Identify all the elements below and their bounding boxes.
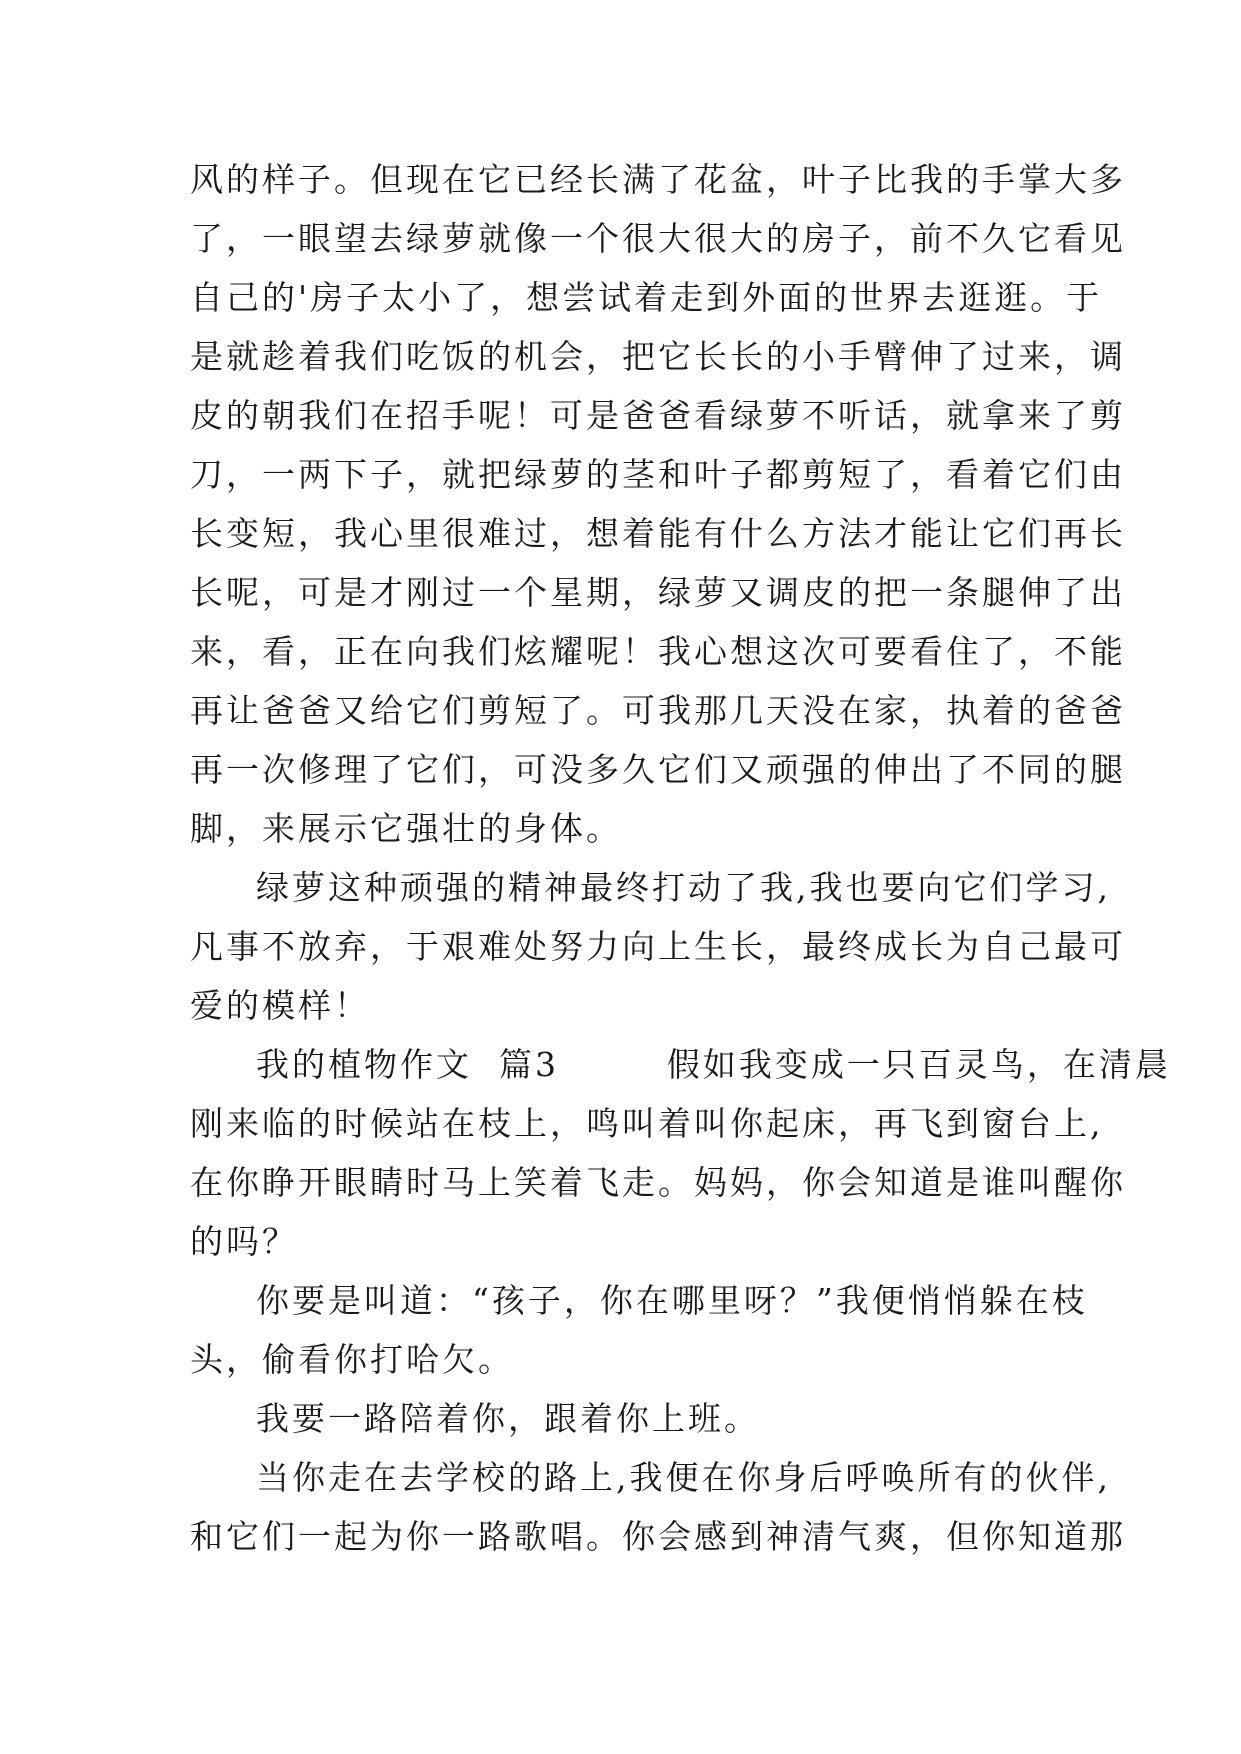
text-line: 了，一眼望去绿萝就像一个很大很大的房子，前不久它看见 bbox=[190, 219, 1126, 258]
text-line: 刚来临的时候站在枝上，鸣叫着叫你起床，再飞到窗台上, bbox=[190, 1104, 1104, 1143]
text-line: 来，看，正在向我们炫耀呢！我心想这次可要看住了，不能 bbox=[190, 632, 1126, 671]
text-line: 是就趁着我们吃饭的机会，把它长长的小手臂伸了过来，调 bbox=[190, 337, 1126, 376]
text-line: 的吗？ bbox=[190, 1222, 298, 1261]
text-line: 我要一路陪着你，跟着你上班。 bbox=[256, 1399, 760, 1438]
article-body bbox=[190, 150, 1171, 1566]
text-line: 刀，一两下子，就把绿萝的茎和叶子都剪短了，看着它们由 bbox=[190, 455, 1126, 494]
text-line: 头，偷看你打哈欠。 bbox=[190, 1340, 514, 1379]
text-line: 风的样子。但现在它已经长满了花盆，叶子比我的手掌大多 bbox=[190, 160, 1126, 199]
section-heading-line: 我的植物作文 篇3 假如我变成一只百灵鸟，在清晨 bbox=[256, 1045, 1171, 1084]
text-line: 凡事不放弃，于艰难处努力向上生长，最终成长为自己最可 bbox=[190, 927, 1126, 966]
text-line: 皮的朝我们在招手呢！可是爸爸看绿萝不听话，就拿来了剪 bbox=[190, 396, 1126, 435]
text-line: 在你睁开眼睛时马上笑着飞走。妈妈，你会知道是谁叫醒你 bbox=[190, 1163, 1126, 1202]
text-line: 和它们一起为你一路歌唱。你会感到神清气爽，但你知道那 bbox=[190, 1517, 1126, 1556]
text-line: 长呢，可是才刚过一个星期，绿萝又调皮的把一条腿伸了出 bbox=[190, 573, 1126, 612]
text-line: 自己的'房子太小了，想尝试着走到外面的世界去逛逛。于 bbox=[190, 278, 1103, 317]
text-line: 长变短，我心里很难过，想着能有什么方法才能让它们再长 bbox=[190, 514, 1126, 553]
text-line: 再一次修理了它们，可没多久它们又顽强的伸出了不同的腿 bbox=[190, 750, 1126, 789]
text-line: 脚，来展示它强壮的身体。 bbox=[190, 809, 622, 848]
text-line: 爱的模样！ bbox=[190, 986, 370, 1025]
text-line: 你要是叫道：“孩子，你在哪里呀？”我便悄悄躲在枝 bbox=[256, 1281, 1088, 1320]
text-line: 当你走在去学校的路上,我便在你身后呼唤所有的伙伴, bbox=[256, 1458, 1111, 1497]
text-line: 绿萝这种顽强的精神最终打动了我,我也要向它们学习, bbox=[256, 868, 1111, 907]
text-line: 再让爸爸又给它们剪短了。可我那几天没在家，执着的爸爸 bbox=[190, 691, 1126, 730]
